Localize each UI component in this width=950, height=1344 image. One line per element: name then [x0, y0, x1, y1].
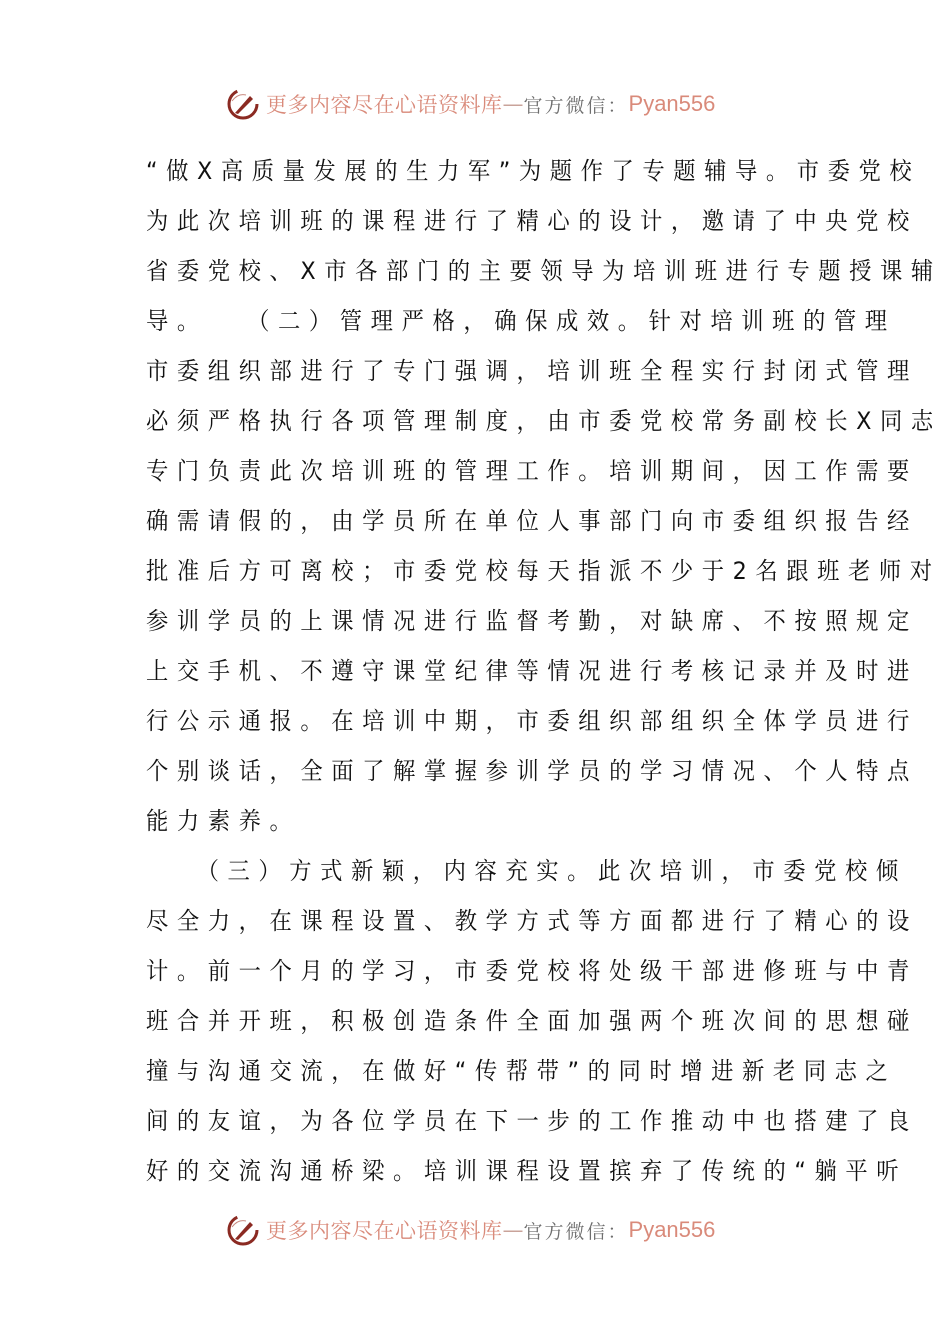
text-line: 尽全力，在课程设置、教学方式等方面都进行了精心的设 [146, 907, 918, 935]
text-line: “做X高质量发展的生力军”为题作了专题辅导。市委党校 [146, 157, 921, 185]
text-line: 好的交流沟通桥梁。培训课程设置摈弃了传统的“躺平听 [146, 1157, 908, 1185]
watermark-main-text: 更多内容尽在心语资料库 [266, 93, 503, 117]
text-line: 个别谈话，全面了解掌握参训学员的学习情况、个人特点 [146, 757, 918, 785]
text-line: 间的友谊，为各位学员在下一步的工作推动中也搭建了良 [146, 1107, 918, 1135]
watermark-wechat-label: 官方微信： [523, 1220, 629, 1243]
text-line: 确需请假的，由学员所在单位人事部门向市委组织报告经 [146, 507, 918, 535]
watermark-dash: — [502, 1218, 524, 1242]
text-line: 撞与沟通交流，在做好“传帮带”的同时增进新老同志之 [146, 1057, 897, 1085]
watermark-wechat-id: Pyan556 [628, 91, 716, 116]
watermark-wechat-label: 官方微信： [523, 94, 629, 117]
text-line: 能力素养。 [146, 807, 301, 835]
watermark-wechat-id: Pyan556 [628, 1217, 716, 1242]
text-line: 省委党校、X市各部门的主要领导为培训班进行专题授课辅 [146, 257, 942, 285]
text-line: 行公示通报。在培训中期，市委组织部组织全体学员进行 [146, 707, 918, 735]
text-line: 班合并开班，积极创造条件全面加强两个班次间的思想碰 [146, 1007, 918, 1035]
text-line: 参训学员的上课情况进行监督考勤，对缺席、不按照规定 [146, 607, 918, 635]
document-body [146, 146, 942, 1196]
watermark-dash: — [502, 92, 524, 116]
text-line: 为此次培训班的课程进行了精心的设计，邀请了中央党校 [146, 207, 918, 235]
text-line: （三）方式新颖，内容充实。此次培训，市委党校倾 [146, 857, 907, 885]
text-line: 市委组织部进行了专门强调，培训班全程实行封闭式管理 [146, 357, 918, 385]
text-line: 上交手机、不遵守课堂纪律等情况进行考核记录并及时进 [146, 657, 918, 685]
text-line: 必须严格执行各项管理制度，由市委党校常务副校长X同志 [146, 407, 942, 435]
text-line: 批准后方可离校；市委党校每天指派不少于2名跟班老师对 [146, 557, 941, 585]
footer-watermark-banner [226, 1210, 715, 1250]
text-line: 专门负责此次培训班的管理工作。培训期间，因工作需要 [146, 457, 918, 485]
header-watermark-banner [226, 84, 715, 124]
text-line: 导。 （二）管理严格，确保成效。针对培训班的管理 [146, 307, 896, 335]
text-line: 计。前一个月的学习，市委党校将处级干部进修班与中青 [146, 957, 918, 985]
quill-logo-icon [226, 87, 260, 121]
watermark-main-text: 更多内容尽在心语资料库 [266, 1219, 503, 1243]
quill-logo-icon [226, 1213, 260, 1247]
